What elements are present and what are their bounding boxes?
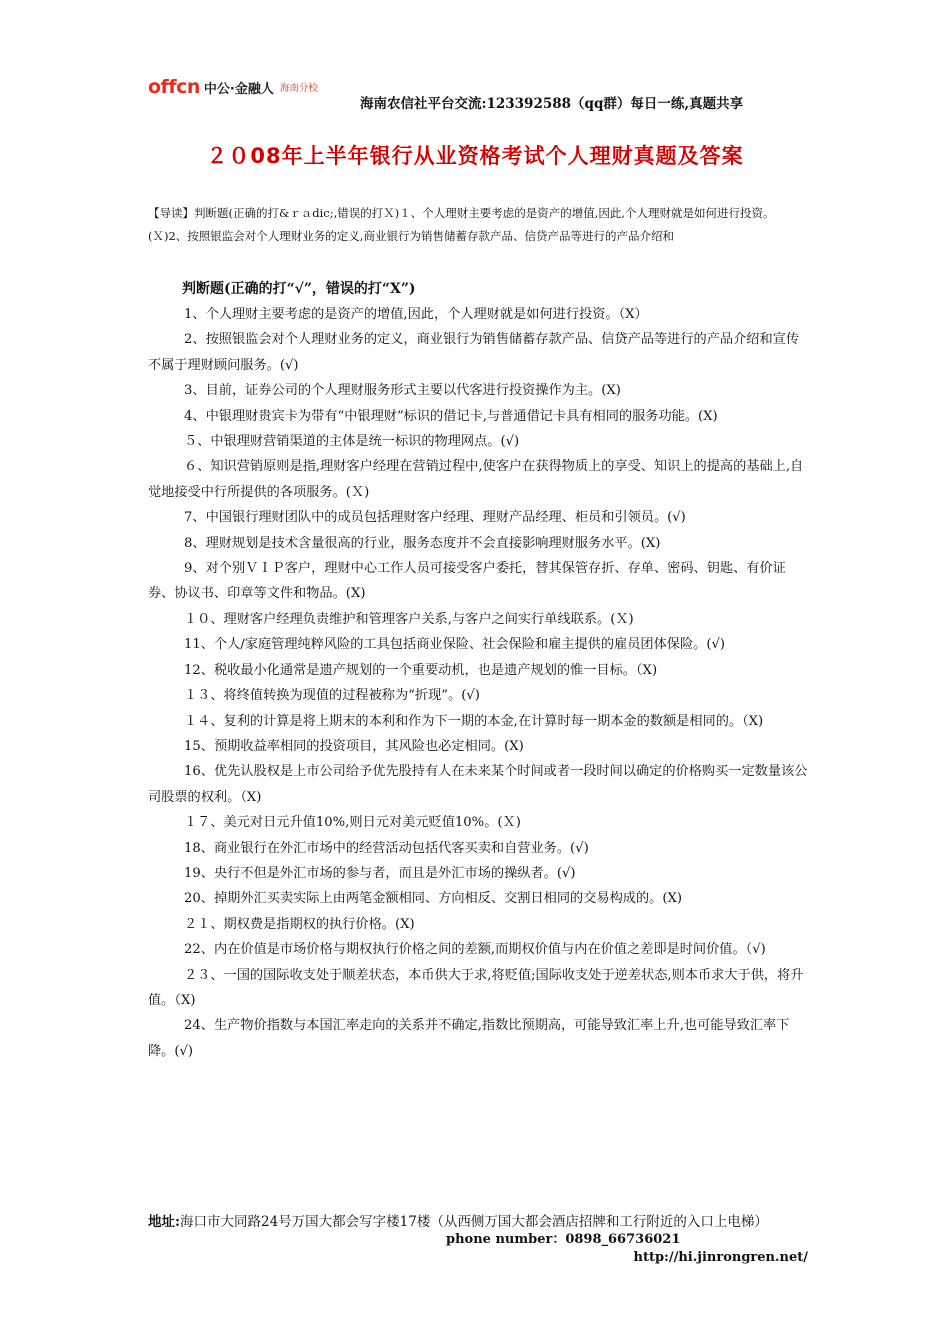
question-item: 1、个人理财主要考虑的是资产的增值,因此，个人理财就是如何进行投资。（X） <box>184 307 648 322</box>
document-title: ２０08年上半年银行从业资格考试个人理财真题及答案 <box>206 144 744 168</box>
header-notice: 海南农信社平台交流:123392588（qq群）每日一练,真题共享 <box>360 96 744 112</box>
question-item: ５、中银理财营销渠道的主体是统一标识的物理网点。(√) <box>184 434 520 450</box>
question-item: １０、理财客户经理负责维护和管理客户关系,与客户之间实行单线联系。(Ｘ) <box>184 611 634 627</box>
offcn-logo <box>148 76 318 98</box>
page-footer <box>148 1212 810 1265</box>
question-item: １７、美元对日元升值10%,则日元对美元贬值10%。(Ｘ) <box>184 815 521 831</box>
intro-paragraph: 【导读】判断题(正确的打&ｒａdic;,错误的打Ｘ)１、个人理财主要考虑的是资产的增值,因此,个人理财就是如何进行投资。(Ｘ)2、按照银监会对个人理财业务的定义,商业银行为销售储蓄存款产品、信贷产品等进行的产品介绍和 <box>148 206 775 243</box>
question-item: 16、优先认股权是上市公司给予优先股持有人在未来某个时间或者一段时间以确定的价格购买一定数量该公司股票的权利。（X) <box>148 764 808 805</box>
section-heading: 判断题(正确的打“√”，错误的打“X”) <box>182 281 416 297</box>
question-list <box>148 302 808 1064</box>
question-item: 18、商业银行在外汇市场中的经营活动包括代客买卖和自营业务。(√) <box>184 840 589 856</box>
question-item: 20、掉期外汇买卖实际上由两笔金额相同、方向相反、交割日相同的交易构成的。(X) <box>184 891 683 907</box>
question-item: 11、个人/家庭管理纯粹风险的工具包括商业保险、社会保险和雇主提供的雇员团体保险。(√) <box>184 637 726 653</box>
footer-url: http://hi.jinrongren.net/ <box>633 1250 808 1265</box>
logo-branch-text: 海南分校 <box>279 83 318 94</box>
question-item: 7、中国银行理财团队中的成员包括理财客户经理、理财产品经理、柜员和引领员。(√) <box>184 510 686 526</box>
question-item: 12、税收最小化通常是遗产规划的一个重要动机，也是遗产规划的惟一目标。（X) <box>184 662 658 678</box>
question-item: 19、央行不但是外汇市场的参与者，而且是外汇市场的操纵者。(√) <box>184 865 576 881</box>
question-item: 22、内在价值是市场价格与期权执行价格之间的差额,而期权价值与内在价值之差即是时间价值。（√) <box>184 942 766 958</box>
question-item: 15、预期收益率相同的投资项目，其风险也必定相同。(X) <box>184 738 524 754</box>
question-item: １４、复利的计算是将上期末的本利和作为下一期的本金,在计算时每一期本金的数额是相同的。（X) <box>184 713 764 729</box>
question-item: 9、对个别ＶＩＰ客户，理财中心工作人员可接受客户委托，替其保管存折、存单、密码、钥匙、有价证券、协议书、印章等文件和物品。(X) <box>148 561 786 602</box>
question-item: １３、将终值转换为现值的过程被称为“折现”。(√) <box>184 688 480 704</box>
question-item: 4、中银理财贵宾卡为带有“中银理财”标识的借记卡,与普通借记卡具有相同的服务功能。(X) <box>184 408 718 424</box>
page-header <box>148 76 808 112</box>
footer-address-label: 地址: <box>148 1214 180 1230</box>
question-item: ２１、期权费是指期权的执行价格。(X) <box>184 916 415 932</box>
logo-offcn-text: offcn <box>148 76 200 98</box>
footer-address <box>148 1212 810 1232</box>
question-item: ６、知识营销原则是指,理财客户经理在营销过程中,使客户在获得物质上的享受、知识上的提高的基础上,自觉地接受中行所提供的各项服务。(Ｘ) <box>148 459 804 500</box>
footer-address-text: 海口市大同路24号万国大都会写字楼17楼（从西侧万国大都会酒店招牌和工行附近的入口上电梯） <box>179 1214 768 1230</box>
question-item: ２３、一国的国际收支处于顺差状态，本币供大于求,将贬值;国际收支处于逆差状态,则本币求大于供，将升值。（X) <box>148 967 804 1008</box>
question-item: 3、目前，证券公司的个人理财服务形式主要以代客进行投资操作为主。(X) <box>184 383 621 399</box>
footer-phone: phone number：0898_66736021 <box>446 1232 681 1247</box>
question-item: 24、生产物价指数与本国汇率走向的关系并不确定,指数比预期高，可能导致汇率上升,也可能导致汇率下降。(√) <box>148 1018 790 1059</box>
question-item: 8、理财规划是技术含量很高的行业，服务态度并不会直接影响理财服务水平。(X) <box>184 535 661 551</box>
logo-brand-text: 中公·金融人 <box>203 81 274 97</box>
question-item: 2、按照银监会对个人理财业务的定义，商业银行为销售储蓄存款产品、信贷产品等进行的产品介绍和宣传不属于理财顾问服务。(√) <box>148 332 800 373</box>
